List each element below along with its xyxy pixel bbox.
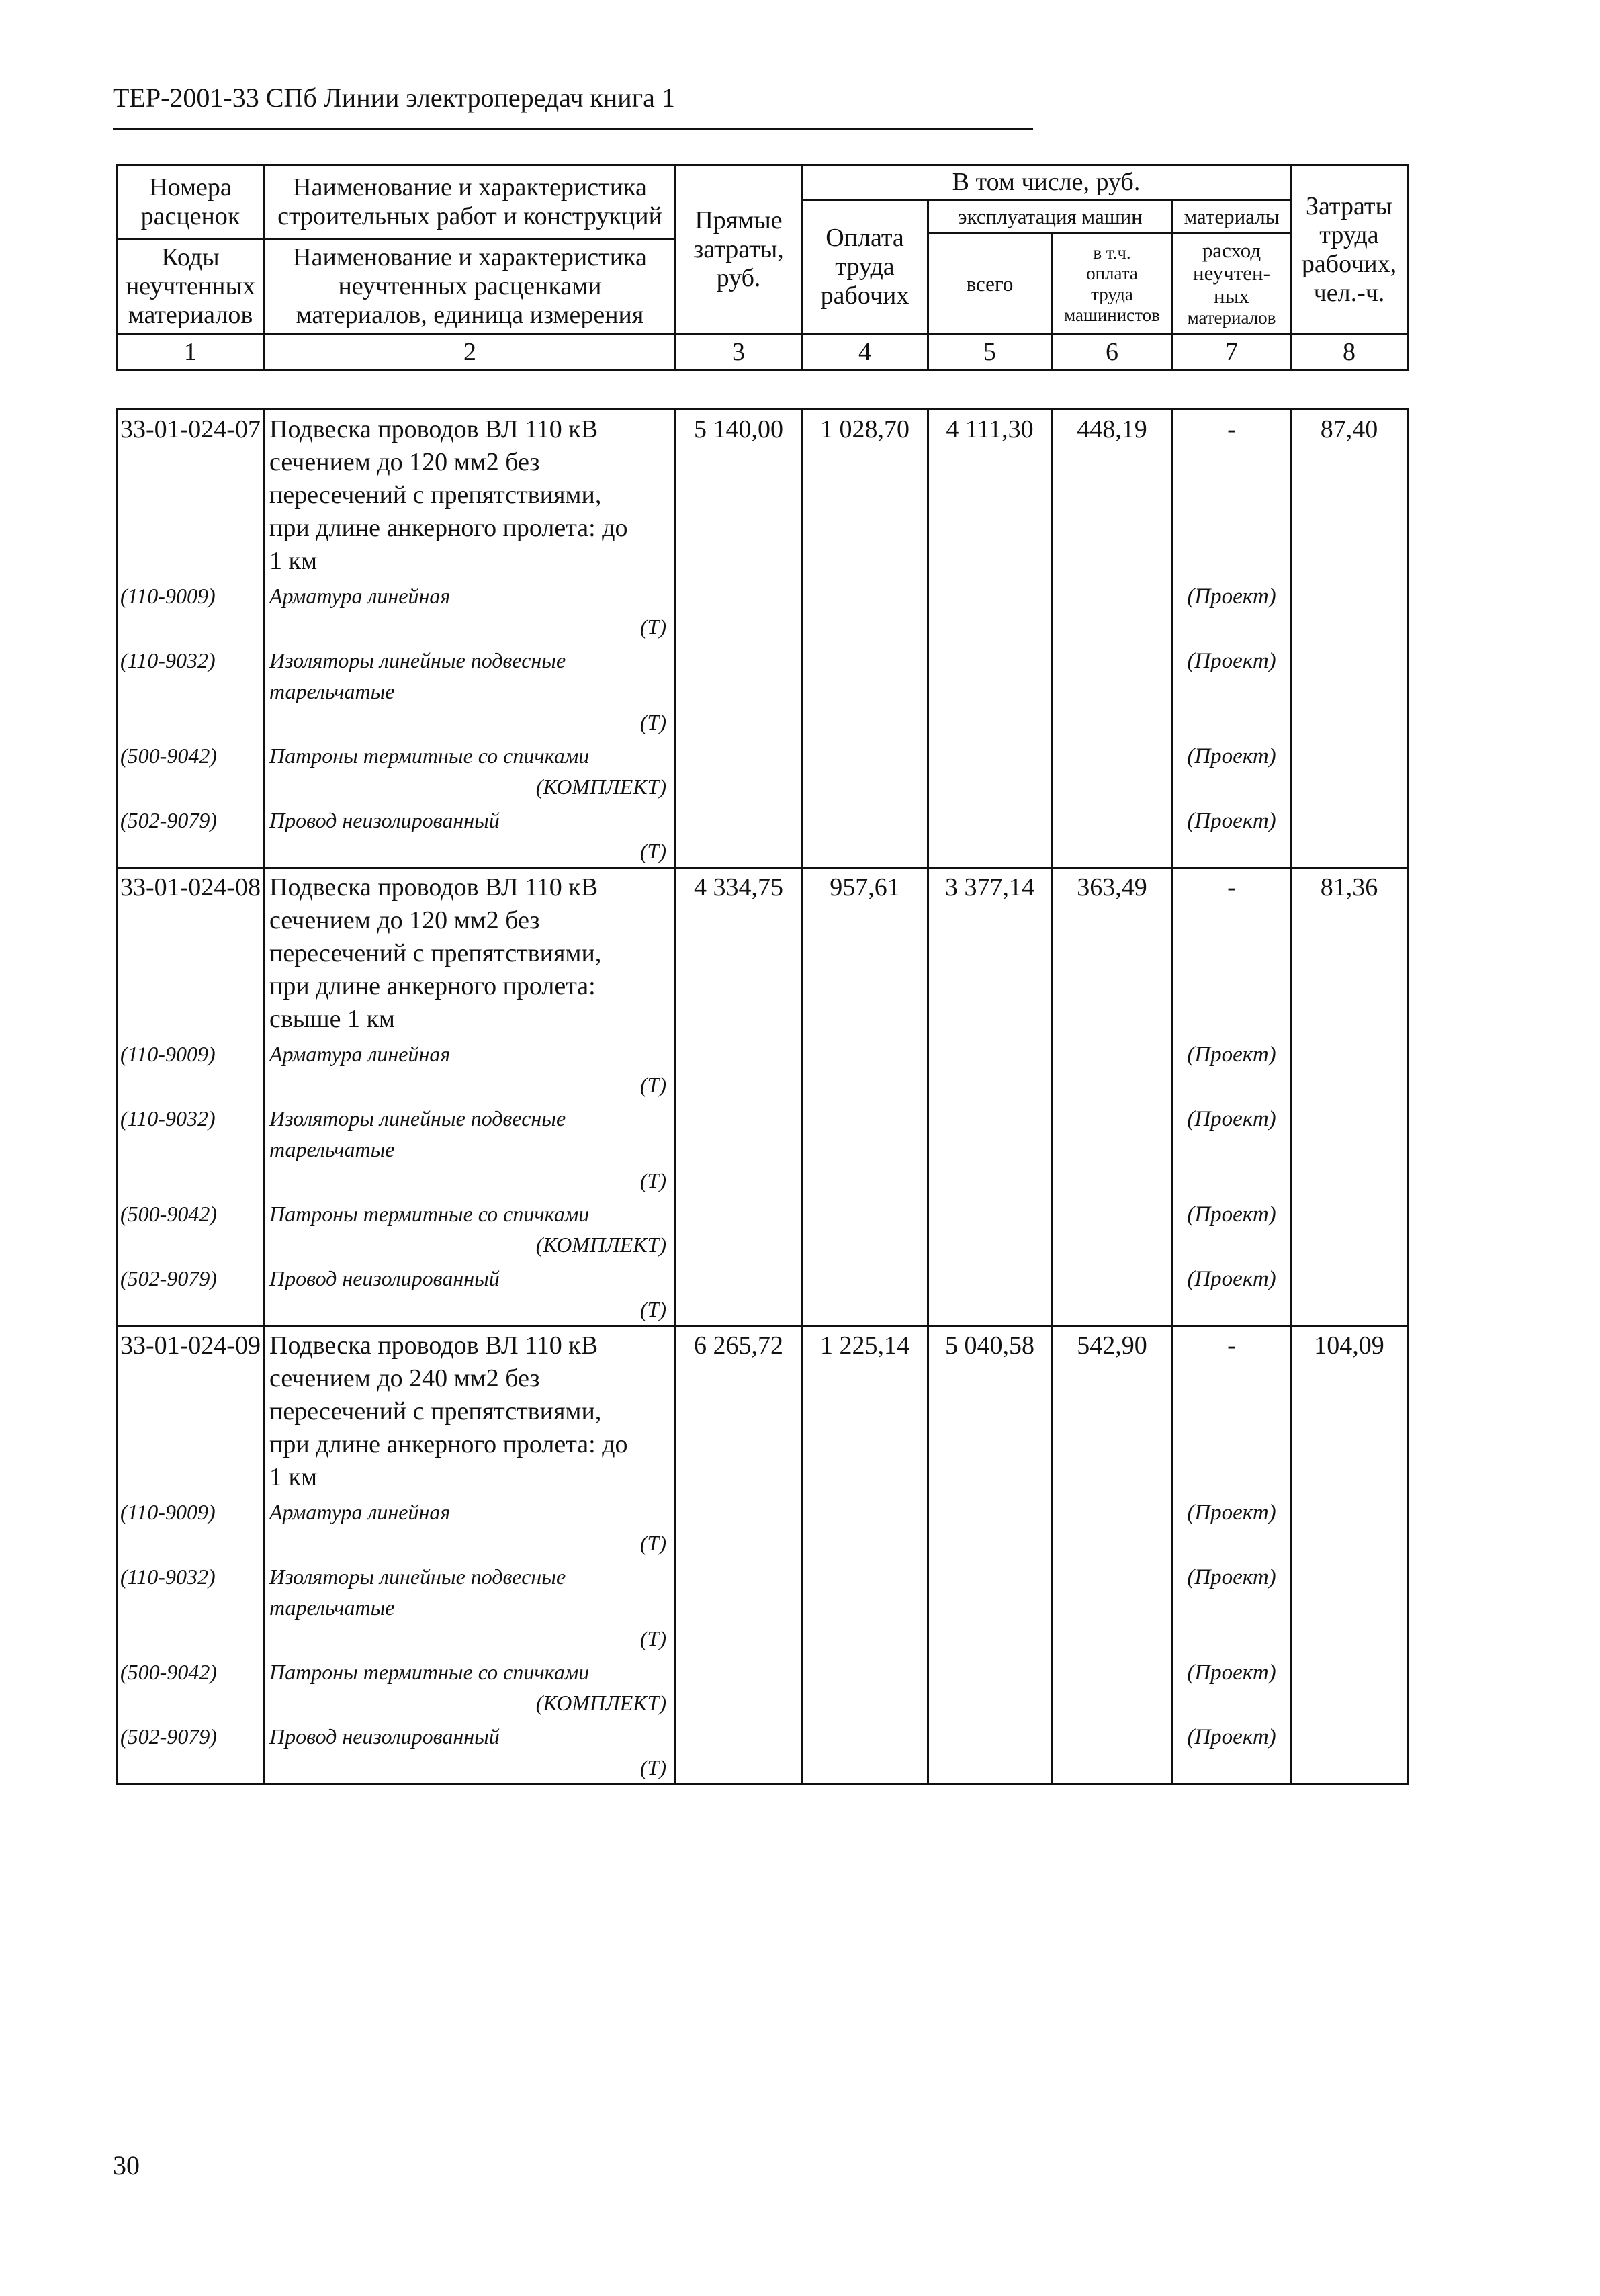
material-row bbox=[117, 1558, 1408, 1654]
empty-cell bbox=[1291, 1718, 1408, 1784]
material-unit: (Т) bbox=[639, 1626, 666, 1650]
material-unit: (Т) bbox=[639, 1531, 666, 1555]
empty-cell bbox=[676, 738, 802, 802]
empty-cell bbox=[1052, 1260, 1173, 1326]
rate-row bbox=[117, 868, 1408, 1036]
empty-cell bbox=[676, 1260, 802, 1326]
header-work-name: Наименование и характеристика строительных работ и конструкций bbox=[265, 165, 676, 239]
materials-value: - bbox=[1173, 868, 1291, 1036]
material-row bbox=[117, 802, 1408, 868]
empty-cell bbox=[1291, 642, 1408, 738]
material-name-line: Патроны термитные со спичками bbox=[269, 1202, 590, 1226]
empty-cell bbox=[676, 1654, 802, 1718]
empty-cell bbox=[802, 1260, 928, 1326]
empty-cell bbox=[928, 1494, 1052, 1558]
header-machines: эксплуатация машин bbox=[928, 200, 1173, 234]
machinist-pay: 448,19 bbox=[1052, 410, 1173, 578]
material-consumption: (Проект) bbox=[1173, 1558, 1291, 1654]
material-code: (110-9009) bbox=[117, 1036, 265, 1100]
empty-cell bbox=[1291, 1196, 1408, 1260]
material-unit: (КОМПЛЕКТ) bbox=[535, 1233, 666, 1257]
material-row bbox=[117, 1036, 1408, 1100]
material-code: (502-9079) bbox=[117, 1260, 265, 1326]
material-name bbox=[265, 642, 676, 738]
material-name-line: Провод неизолированный bbox=[269, 1266, 500, 1290]
empty-cell bbox=[1052, 738, 1173, 802]
material-name-line: тарельчатые bbox=[269, 679, 395, 703]
direct-cost: 5 140,00 bbox=[676, 410, 802, 578]
empty-cell bbox=[1291, 1100, 1408, 1196]
empty-cell bbox=[802, 1654, 928, 1718]
material-name bbox=[265, 1494, 676, 1558]
rate-row bbox=[117, 410, 1408, 578]
rate-code: 33-01-024-07 bbox=[117, 410, 265, 578]
material-name bbox=[265, 1100, 676, 1196]
material-name-line: Арматура линейная bbox=[269, 1042, 451, 1066]
rate-name-line: сечением до 120 мм2 без bbox=[269, 906, 540, 934]
labor-hours: 81,36 bbox=[1291, 868, 1408, 1036]
material-name-line: тарельчатые bbox=[269, 1595, 395, 1620]
empty-cell bbox=[1291, 1260, 1408, 1326]
material-row bbox=[117, 1494, 1408, 1558]
material-code: (110-9032) bbox=[117, 1100, 265, 1196]
worker-pay: 1 225,14 bbox=[802, 1326, 928, 1495]
header-machinist-pay: в т.ч. оплата труда машинистов bbox=[1052, 234, 1173, 335]
empty-cell bbox=[928, 1196, 1052, 1260]
rate-name-line: сечением до 120 мм2 без bbox=[269, 448, 540, 476]
material-name bbox=[265, 1196, 676, 1260]
empty-cell bbox=[928, 802, 1052, 868]
rate-name-line: при длине анкерного пролета: до bbox=[269, 1430, 628, 1458]
material-unit: (Т) bbox=[639, 839, 666, 863]
material-name bbox=[265, 578, 676, 642]
empty-cell bbox=[1291, 738, 1408, 802]
header-materials: материалы bbox=[1173, 200, 1291, 234]
material-consumption: (Проект) bbox=[1173, 802, 1291, 868]
header-machines-total: всего bbox=[928, 234, 1052, 335]
material-name-line: Арматура линейная bbox=[269, 584, 451, 608]
empty-cell bbox=[1052, 1494, 1173, 1558]
empty-cell bbox=[928, 1100, 1052, 1196]
rate-name bbox=[265, 868, 676, 1036]
materials-value: - bbox=[1173, 1326, 1291, 1495]
empty-cell bbox=[802, 1718, 928, 1784]
empty-cell bbox=[1052, 1036, 1173, 1100]
worker-pay: 957,61 bbox=[802, 868, 928, 1036]
material-consumption: (Проект) bbox=[1173, 1494, 1291, 1558]
empty-cell bbox=[1052, 1196, 1173, 1260]
material-code: (110-9009) bbox=[117, 578, 265, 642]
material-row bbox=[117, 1654, 1408, 1718]
material-name bbox=[265, 1558, 676, 1654]
material-name-line: Патроны термитные со спичками bbox=[269, 744, 590, 768]
empty-cell bbox=[802, 1558, 928, 1654]
material-consumption: (Проект) bbox=[1173, 1654, 1291, 1718]
empty-cell bbox=[1052, 578, 1173, 642]
machinist-pay: 363,49 bbox=[1052, 868, 1173, 1036]
header-direct-costs: Прямые затраты, руб. bbox=[676, 165, 802, 335]
empty-cell bbox=[676, 1718, 802, 1784]
material-consumption: (Проект) bbox=[1173, 1036, 1291, 1100]
empty-cell bbox=[676, 1494, 802, 1558]
rate-name-line: при длине анкерного пролета: до bbox=[269, 514, 628, 542]
empty-cell bbox=[802, 1100, 928, 1196]
material-code: (502-9079) bbox=[117, 802, 265, 868]
material-code: (500-9042) bbox=[117, 738, 265, 802]
empty-cell bbox=[802, 802, 928, 868]
empty-cell bbox=[676, 1100, 802, 1196]
machinist-pay: 542,90 bbox=[1052, 1326, 1173, 1495]
material-name-line: Изоляторы линейные подвесные bbox=[269, 1106, 566, 1131]
material-name-line: Изоляторы линейные подвесные bbox=[269, 648, 566, 672]
material-name-line: Провод неизолированный bbox=[269, 1724, 500, 1749]
empty-cell bbox=[1052, 1654, 1173, 1718]
empty-cell bbox=[802, 738, 928, 802]
material-name-line: Арматура линейная bbox=[269, 1500, 451, 1524]
empty-cell bbox=[802, 1036, 928, 1100]
header-rule bbox=[113, 128, 1033, 130]
rate-code: 33-01-024-08 bbox=[117, 868, 265, 1036]
rate-name-line: Подвеска проводов ВЛ 110 кВ bbox=[269, 1331, 598, 1360]
material-row bbox=[117, 642, 1408, 738]
empty-cell bbox=[676, 578, 802, 642]
empty-cell bbox=[928, 578, 1052, 642]
material-row bbox=[117, 1718, 1408, 1784]
empty-cell bbox=[1291, 578, 1408, 642]
rate-name bbox=[265, 1326, 676, 1495]
empty-cell bbox=[928, 1260, 1052, 1326]
empty-cell bbox=[676, 802, 802, 868]
rate-name-line: свыше 1 км bbox=[269, 1005, 395, 1033]
table-header bbox=[116, 164, 1409, 371]
material-name-line: Провод неизолированный bbox=[269, 808, 500, 832]
empty-cell bbox=[1291, 1654, 1408, 1718]
material-row bbox=[117, 1100, 1408, 1196]
empty-cell bbox=[1052, 1718, 1173, 1784]
rate-name-line: при длине анкерного пролета: bbox=[269, 972, 596, 1000]
material-code: (110-9009) bbox=[117, 1494, 265, 1558]
empty-cell bbox=[1291, 1036, 1408, 1100]
material-consumption: (Проект) bbox=[1173, 738, 1291, 802]
rate-name-line: пересечений с препятствиями, bbox=[269, 1397, 602, 1425]
empty-cell bbox=[676, 1196, 802, 1260]
direct-cost: 6 265,72 bbox=[676, 1326, 802, 1495]
material-unit: (Т) bbox=[639, 1073, 666, 1097]
material-unit: (Т) bbox=[639, 615, 666, 639]
empty-cell bbox=[802, 1196, 928, 1260]
header-worker-pay: Оплата труда рабочих bbox=[802, 200, 928, 335]
empty-cell bbox=[1291, 1558, 1408, 1654]
material-name bbox=[265, 1718, 676, 1784]
material-unit: (КОМПЛЕКТ) bbox=[535, 1691, 666, 1715]
material-consumption: (Проект) bbox=[1173, 1718, 1291, 1784]
empty-cell bbox=[1052, 642, 1173, 738]
empty-cell bbox=[676, 1558, 802, 1654]
material-consumption: (Проект) bbox=[1173, 1196, 1291, 1260]
material-consumption: (Проект) bbox=[1173, 1100, 1291, 1196]
material-name bbox=[265, 1654, 676, 1718]
material-unit: (Т) bbox=[639, 1168, 666, 1192]
material-code: (502-9079) bbox=[117, 1718, 265, 1784]
header-unaccounted-materials: расход неучтен- ных материалов bbox=[1173, 234, 1291, 335]
empty-cell bbox=[928, 1718, 1052, 1784]
rates-table bbox=[116, 408, 1409, 1785]
material-name bbox=[265, 1036, 676, 1100]
empty-cell bbox=[928, 738, 1052, 802]
material-code: (110-9032) bbox=[117, 1558, 265, 1654]
rate-name-line: Подвеска проводов ВЛ 110 кВ bbox=[269, 415, 598, 443]
material-row bbox=[117, 1260, 1408, 1326]
machines-total: 4 111,30 bbox=[928, 410, 1052, 578]
rate-name-line: 1 км bbox=[269, 547, 318, 575]
material-name bbox=[265, 1260, 676, 1326]
empty-cell bbox=[928, 1558, 1052, 1654]
material-name bbox=[265, 738, 676, 802]
empty-cell bbox=[676, 1036, 802, 1100]
material-name-line: тарельчатые bbox=[269, 1137, 395, 1161]
material-unit: (Т) bbox=[639, 710, 666, 734]
rate-name-line: Подвеска проводов ВЛ 110 кВ bbox=[269, 873, 598, 901]
material-name bbox=[265, 802, 676, 868]
material-row bbox=[117, 578, 1408, 642]
empty-cell bbox=[1052, 1100, 1173, 1196]
header-material-names: Наименование и характеристика неучтенных расценками материалов, единица измерения bbox=[265, 239, 676, 335]
material-code: (500-9042) bbox=[117, 1654, 265, 1718]
machines-total: 3 377,14 bbox=[928, 868, 1052, 1036]
rate-code: 33-01-024-09 bbox=[117, 1326, 265, 1495]
empty-cell bbox=[928, 1654, 1052, 1718]
rate-name-line: пересечений с препятствиями, bbox=[269, 481, 602, 509]
empty-cell bbox=[802, 578, 928, 642]
empty-cell bbox=[1291, 1494, 1408, 1558]
material-unit: (КОМПЛЕКТ) bbox=[535, 775, 666, 799]
material-consumption: (Проект) bbox=[1173, 1260, 1291, 1326]
header-including: В том числе, руб. bbox=[802, 165, 1291, 200]
empty-cell bbox=[928, 642, 1052, 738]
rate-name-line: сечением до 240 мм2 без bbox=[269, 1364, 540, 1393]
material-consumption: (Проект) bbox=[1173, 642, 1291, 738]
page-number: 30 bbox=[113, 2150, 140, 2180]
material-row bbox=[117, 1196, 1408, 1260]
material-consumption: (Проект) bbox=[1173, 578, 1291, 642]
direct-cost: 4 334,75 bbox=[676, 868, 802, 1036]
material-name-line: Патроны термитные со спичками bbox=[269, 1660, 590, 1684]
labor-hours: 87,40 bbox=[1291, 410, 1408, 578]
rate-name-line: 1 км bbox=[269, 1463, 318, 1491]
material-code: (500-9042) bbox=[117, 1196, 265, 1260]
material-unit: (Т) bbox=[639, 1755, 666, 1779]
empty-cell bbox=[1052, 802, 1173, 868]
material-name-line: Изоляторы линейные подвесные bbox=[269, 1564, 566, 1589]
machines-total: 5 040,58 bbox=[928, 1326, 1052, 1495]
rate-name bbox=[265, 410, 676, 578]
header-material-codes: Коды неучтенных материалов bbox=[117, 239, 265, 335]
empty-cell bbox=[802, 1494, 928, 1558]
empty-cell bbox=[676, 642, 802, 738]
worker-pay: 1 028,70 bbox=[802, 410, 928, 578]
rate-name-line: пересечений с препятствиями, bbox=[269, 939, 602, 967]
header-rate-numbers: Номера расценок bbox=[117, 165, 265, 239]
empty-cell bbox=[802, 642, 928, 738]
empty-cell bbox=[1291, 802, 1408, 868]
empty-cell bbox=[1052, 1558, 1173, 1654]
header-column-numbers: 1 2 3 4 5 6 7 8 bbox=[117, 335, 1408, 370]
materials-value: - bbox=[1173, 410, 1291, 578]
labor-hours: 104,09 bbox=[1291, 1326, 1408, 1495]
running-header: ТЕР-2001-33 СПб Линии электропередач книга 1 bbox=[113, 83, 675, 113]
empty-cell bbox=[928, 1036, 1052, 1100]
material-unit: (Т) bbox=[639, 1297, 666, 1321]
material-code: (110-9032) bbox=[117, 642, 265, 738]
header-labor-hours: Затраты труда рабочих, чел.-ч. bbox=[1291, 165, 1408, 335]
rate-row bbox=[117, 1326, 1408, 1495]
material-row bbox=[117, 738, 1408, 802]
